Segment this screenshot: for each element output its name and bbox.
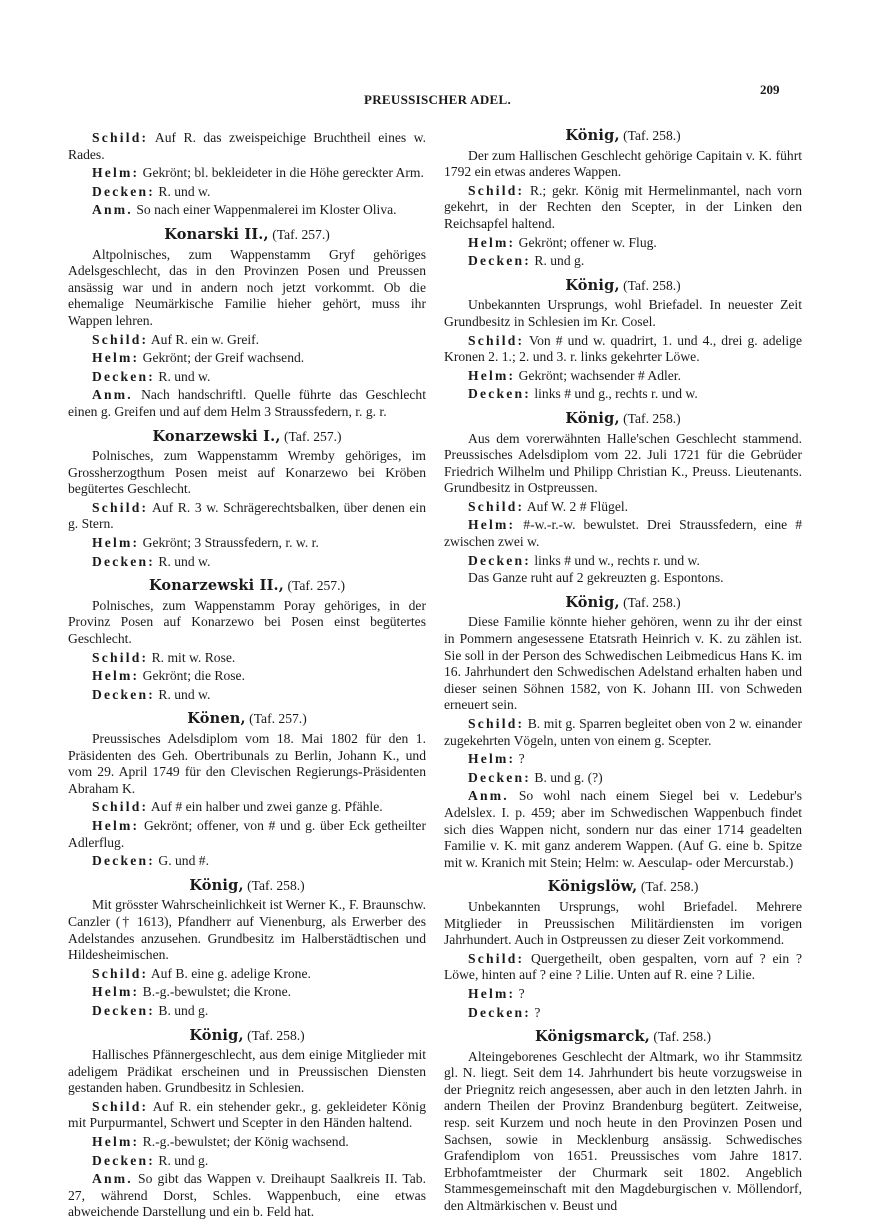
field-label: Schild: (92, 649, 149, 665)
paragraph-text: B. mit g. Sparren begleitet oben von 2 w. einander zugekehrten Vögeln, unten von einem g. Scepter. (444, 716, 802, 748)
paragraph (444, 499, 802, 516)
paragraph (444, 183, 802, 233)
field-label: Schild: (92, 331, 149, 347)
entry-title (68, 578, 426, 595)
running-head: PREUSSISCHER ADEL. (364, 92, 511, 107)
entry (68, 578, 426, 703)
plate-reference: (Taf. 258.) (623, 128, 681, 143)
entry-title (68, 878, 426, 895)
paragraph-text: So wohl nach einem Siegel bei v. Ledebur's Adelslex. I. p. 459; aber im Schwedischen Wappenbuch findet sich dies Wappen nicht, sondern nur das einer 1714 geadelten Familie v. K. mit ganz anderem Wappen. (Auf G. eine b. Spitze mit w. Kranich mit Stein; Helm: w. Aesculap- oder Mercurstab.) (444, 788, 802, 870)
paragraph-text: R.-g.-bewulstet; der König wachsend. (142, 1134, 349, 1150)
field-label: Decken: (92, 183, 155, 199)
field-label: Helm: (468, 367, 516, 383)
paragraph-text: B. und g. (158, 1002, 209, 1018)
paragraph (68, 1134, 426, 1151)
paragraph (68, 554, 426, 571)
field-label: Decken: (92, 853, 155, 869)
field-label: Decken: (92, 1152, 155, 1168)
field-label: Helm: (92, 668, 140, 684)
paragraph-text: Das Ganze ruht auf 2 gekreuzten g. Espontons. (468, 570, 724, 586)
paragraph-text: Quergetheilt, oben gespalten, vorn auf ? ein ? Löwe, hinten auf ? eine ? Lilie. Unten auf R. eine ? Lilie. (444, 950, 802, 983)
paragraph (444, 951, 802, 984)
paragraph (444, 148, 802, 181)
entry (444, 278, 802, 403)
paragraph (68, 650, 426, 667)
paragraph (444, 368, 802, 385)
field-label: Helm: (468, 751, 516, 767)
paragraph-text: Gekrönt; offener, von # und g. über Eck getheilter Adlerflug. (68, 817, 426, 850)
paragraph-text: R. und w. (158, 183, 211, 199)
paragraph (68, 130, 426, 163)
paragraph (444, 431, 802, 497)
paragraph-text: So gibt das Wappen v. Dreihaupt Saalkreis II. Tab. 27, während Dorst, Schles. Wappenbuch, eine etwas abweichende Darstellung und ein b. Feld hat. (68, 1171, 426, 1220)
field-label: Helm: (92, 1134, 140, 1150)
field-label: Helm: (92, 350, 140, 366)
paragraph (68, 668, 426, 685)
paragraph (444, 570, 802, 587)
paragraph-text: Unbekannten Ursprungs, wohl Briefadel. Mehrere Mitglieder in Preussischen Militärdiensten im vorigen Jahrhundert. Auch in Ostpreussen zu dieser Zeit vorkommend. (444, 898, 802, 948)
paragraph (444, 751, 802, 768)
paragraph-text: R. und g. (534, 253, 585, 269)
entry-title (444, 278, 802, 295)
paragraph (68, 387, 426, 420)
paragraph (68, 1047, 426, 1097)
paragraph (68, 966, 426, 983)
entry (68, 130, 426, 219)
entry-title (444, 595, 802, 612)
paragraph-text: Gekrönt; die Rose. (142, 668, 245, 684)
paragraph (444, 1005, 802, 1022)
plate-reference: (Taf. 257.) (249, 711, 307, 727)
paragraph-text: R. und w. (158, 553, 211, 569)
field-label: Anm. (92, 1171, 133, 1187)
entry (444, 411, 802, 587)
field-label: Schild: (92, 130, 149, 145)
paragraph-text: So nach einer Wappenmalerei im Kloster Oliva. (136, 202, 397, 218)
paragraph (444, 553, 802, 570)
field-label: Schild: (92, 965, 149, 981)
paragraph-text: R. mit w. Rose. (151, 649, 236, 665)
plate-reference: (Taf. 257.) (272, 226, 330, 242)
paragraph-text: Nach handschriftl. Quelle führte das Geschlecht einen g. Greifen und auf dem Helm 3 Straussfedern, r. g. r. (68, 387, 427, 419)
plate-reference: (Taf. 258.) (247, 1027, 305, 1043)
paragraph (444, 986, 802, 1003)
paragraph-text: R. und w. (158, 368, 211, 384)
paragraph (68, 818, 426, 851)
paragraph (68, 1003, 426, 1020)
paragraph-text: Altpolnisches, zum Wappenstamm Gryf gehöriges Adelsgeschlecht, das in den Provinzen Posen und Preussen ansässig war und in andern noch jetzt vorkommt. Ob die ehemalige Neumärkische Familie hieher gehört, muss ihr Wappen lehren. (68, 246, 426, 328)
paragraph (68, 598, 426, 648)
family-name: Könen, (187, 710, 246, 728)
paragraph-text: Auf W. 2 # Flügel. (526, 498, 629, 514)
paragraph (444, 1049, 802, 1215)
entry-title (68, 1028, 426, 1045)
paragraph (444, 517, 802, 550)
entry (444, 879, 802, 1021)
family-name: König, (565, 276, 620, 294)
paragraph (444, 614, 802, 714)
paragraph-text: Polnisches, zum Wappenstamm Poray gehöriges, in der Provinz Posen auf Konarzewo bei Posen einst begütertes Geschlecht. (68, 597, 426, 647)
paragraph-text: Von # und w. quadrirt, 1. und 4., drei g. adelige Kronen 2. 1.; 2. und 3. r. links gekehrter Löwe. (444, 332, 802, 365)
field-label: Helm: (92, 984, 140, 1000)
family-name: König, (565, 409, 620, 427)
family-name: Königslöw, (547, 878, 638, 896)
paragraph (68, 1171, 426, 1221)
entry (68, 1028, 426, 1222)
paragraph (68, 165, 426, 182)
entry (68, 878, 426, 1020)
family-name: Konarzewski I., (152, 427, 281, 445)
paragraph-text: Gekrönt; der Greif wachsend. (142, 350, 305, 366)
paragraph-text: Auf B. eine g. adelige Krone. (150, 965, 311, 981)
field-label: Decken: (92, 1002, 155, 1018)
paragraph-text: Auf R. das zweispeichige Bruchtheil eines w. Rades. (68, 130, 426, 162)
field-label: Decken: (468, 552, 531, 568)
paragraph (68, 350, 426, 367)
paragraph (444, 716, 802, 749)
field-label: Anm. (92, 202, 133, 218)
field-label: Schild: (468, 950, 525, 966)
field-label: Decken: (468, 253, 531, 269)
field-label: Decken: (468, 769, 531, 785)
paragraph (68, 535, 426, 552)
entry-title (444, 879, 802, 896)
plate-reference: (Taf. 258.) (640, 879, 699, 895)
paragraph (444, 386, 802, 403)
paragraph (68, 984, 426, 1001)
right-column (444, 120, 802, 1216)
paragraph-text: Alteingeborenes Geschlecht der Altmark, wo ihr Stammsitz gl. N. liegt. Seit dem 14. Jahrhundert bis heute vorzugsweise in der Priegnitz reich angesessen, aber auch in den letzten Jahrh. in andern Theilen der Provinz Brandenburg begütert. Zeitweise, resp. seit Kurzem und noch heute in den Provinzen Posen und Sachsen, sowie in Mecklenburg ansässig. Schwedisches Grafendiplom von 1651. Preussisches vom Jahre 1817. Erbhofamtmeister der Churmark seit 1802. Angeblich Stammesgemeinschaft mit den Magdeburgischen v. Möllendorf, den Altmärkischen v. Beust und (444, 1048, 802, 1214)
paragraph-text: R. und w. (158, 686, 211, 702)
paragraph-text: ? (518, 985, 525, 1001)
page-number: 209 (760, 82, 780, 97)
paragraph-text: Auf R. ein w. Greif. (150, 331, 260, 347)
paragraph (68, 799, 426, 816)
paragraph-text: Preussisches Adelsdiplom vom 18. Mai 1802 für den 1. Präsidenten des Geh. Obertribunals zu Berlin, Johann K., und vom 29. April 1749 für den Clevischen Regierungs-Präsidenten Abraham K. (68, 731, 426, 796)
paragraph-text: Der zum Hallischen Geschlecht gehörige Capitain v. K. führt 1792 ein etwas anderes Wappen. (444, 147, 802, 180)
field-label: Helm: (92, 535, 140, 551)
paragraph-text: Unbekannten Ursprungs, wohl Briefadel. In neuester Zeit Grundbesitz in Schlesien im Kr. Cosel. (444, 297, 802, 329)
entry (68, 429, 426, 571)
paragraph-text: Mit grösster Wahrscheinlichkeit ist Werner K., F. Braunschw. Canzler († 1613), Pfandherr auf Vienenburg, als Erwerber des Adelstandes anzusehen. Grundbesitz im Halberstädtischen und Hildesheimischen. (68, 897, 426, 963)
paragraph-text: R. und g. (158, 1152, 209, 1168)
paragraph-text: Hallisches Pfännergeschlecht, aus dem einige Mitglieder mit adeligem Prädikat erscheinen und in Preussischen Diensten gestanden haben. Grundbesitz in Schlesien. (68, 1047, 426, 1096)
field-label: Helm: (92, 817, 140, 833)
paragraph-text: Gekrönt; wachsender # Adler. (518, 367, 681, 383)
family-name: König, (189, 1026, 244, 1044)
plate-reference: (Taf. 258.) (623, 410, 681, 426)
plate-reference: (Taf. 258.) (623, 594, 681, 610)
field-label: Decken: (92, 686, 155, 702)
paragraph (68, 687, 426, 704)
entry (444, 595, 802, 872)
field-label: Schild: (92, 799, 149, 815)
family-name: Königsmarck, (535, 1028, 651, 1046)
paragraph (444, 770, 802, 787)
paragraph-text: links # und g., rechts r. und w. (534, 386, 698, 402)
plate-reference: (Taf. 258.) (653, 1029, 711, 1045)
plate-reference: (Taf. 258.) (247, 877, 305, 893)
paragraph (68, 369, 426, 386)
family-name: König, (565, 127, 620, 144)
paragraph-text: ? (518, 751, 525, 767)
field-label: Schild: (92, 1098, 149, 1114)
entry-title (444, 411, 802, 428)
paragraph-text: Polnisches, zum Wappenstamm Wremby gehöriges, im Grossherzogthum Posen meist auf Konarzewo bei Kröben begütertes Geschlecht. (68, 448, 426, 497)
paragraph (68, 853, 426, 870)
entry-title (444, 1029, 802, 1046)
field-label: Schild: (468, 182, 525, 198)
field-label: Schild: (92, 499, 149, 515)
entry-title (444, 128, 802, 145)
paragraph-text: Auf R. ein stehender gekr., g. gekleideter König mit Purpurmantel, Schwert und Scepter in den Händen haltend. (68, 1098, 426, 1131)
field-label: Helm: (92, 165, 140, 181)
paragraph-text: Gekrönt; bl. bekleideter in die Höhe gereckter Arm. (142, 165, 424, 181)
paragraph-text: Aus dem vorerwähnten Halle'schen Geschlecht stammend. Preussisches Adelsdiplom vom 22. Juli 1721 für die Gebrüder Friedrich Wilhelm und Philipp Christian K., Preuss. Lieutenants. Grundbesitz in Ostpreussen. (444, 430, 802, 496)
field-label: Anm. (92, 387, 133, 403)
paragraph (68, 1099, 426, 1132)
paragraph (68, 731, 426, 797)
paragraph (444, 253, 802, 270)
field-label: Decken: (468, 1004, 531, 1020)
paragraph-text: B.-g.-bewulstet; die Krone. (142, 984, 292, 1000)
field-label: Schild: (468, 332, 525, 348)
paragraph (68, 247, 426, 330)
paragraph-text: Gekrönt; 3 Straussfedern, r. w. r. (142, 535, 319, 551)
field-label: Decken: (92, 368, 155, 384)
entry (444, 128, 802, 270)
paragraph (444, 788, 802, 871)
family-name: König, (565, 593, 620, 611)
paragraph (68, 184, 426, 201)
field-label: Helm: (468, 985, 516, 1001)
entry-title (68, 711, 426, 728)
paragraph-text: Gekrönt; offener w. Flug. (518, 234, 657, 250)
paragraph (68, 1153, 426, 1170)
paragraph (444, 333, 802, 366)
entry-title (68, 227, 426, 244)
field-label: Schild: (468, 716, 525, 731)
paragraph (68, 332, 426, 349)
field-label: Decken: (92, 553, 155, 569)
paragraph-text: links # und w., rechts r. und w. (534, 552, 700, 568)
paragraph (68, 897, 426, 963)
paragraph-text: ? (534, 1004, 541, 1020)
paragraph (68, 202, 426, 219)
entry (68, 227, 426, 421)
paragraph (444, 899, 802, 949)
entry-title (68, 429, 426, 446)
entry (68, 711, 426, 869)
family-name: Konarzewski II., (148, 577, 285, 595)
left-column (68, 128, 426, 1222)
paragraph (68, 500, 426, 533)
field-label: Decken: (468, 386, 531, 402)
plate-reference: (Taf. 257.) (287, 578, 346, 594)
paragraph (444, 297, 802, 330)
paragraph-text: R.; gekr. König mit Hermelinmantel, nach vorn gekehrt, in der Rechten den Scepter, in der Linken den Reichsapfel haltend. (444, 182, 802, 231)
entry (444, 1029, 802, 1215)
paragraph-text: Auf R. 3 w. Schrägerechtsbalken, über denen ein g. Stern. (68, 499, 426, 532)
paragraph (68, 448, 426, 498)
paragraph-text: #-w.-r.-w. bewulstet. Drei Straussfedern, eine # zwischen zwei w. (444, 517, 802, 550)
field-label: Helm: (468, 234, 516, 250)
paragraph-text: B. und g. (?) (534, 769, 603, 785)
paragraph (444, 235, 802, 252)
paragraph-text: G. und #. (158, 853, 209, 869)
field-label: Schild: (468, 498, 525, 514)
field-label: Anm. (468, 788, 509, 804)
family-name: Konarski II., (164, 225, 269, 243)
family-name: König, (189, 876, 244, 894)
paragraph-text: Diese Familie könnte hieher gehören, wenn zu ihr der einst in Pommern angesessene Etatsrath Heinrich v. K. zu zählen ist. Sie soll in der Person des Schwedischen Leibmedicus Hans K. im 16. Jahrhundert den Schwedischen Adelstand erhalten haben und dieser seinen Söhnen 1582, von K. Johann III. von Schweden erneuert sein. (444, 614, 802, 713)
plate-reference: (Taf. 258.) (623, 277, 681, 293)
paragraph-text: Auf # ein halber und zwei ganze g. Pfähle. (150, 799, 383, 815)
plate-reference: (Taf. 257.) (283, 428, 342, 444)
field-label: Helm: (468, 517, 516, 533)
